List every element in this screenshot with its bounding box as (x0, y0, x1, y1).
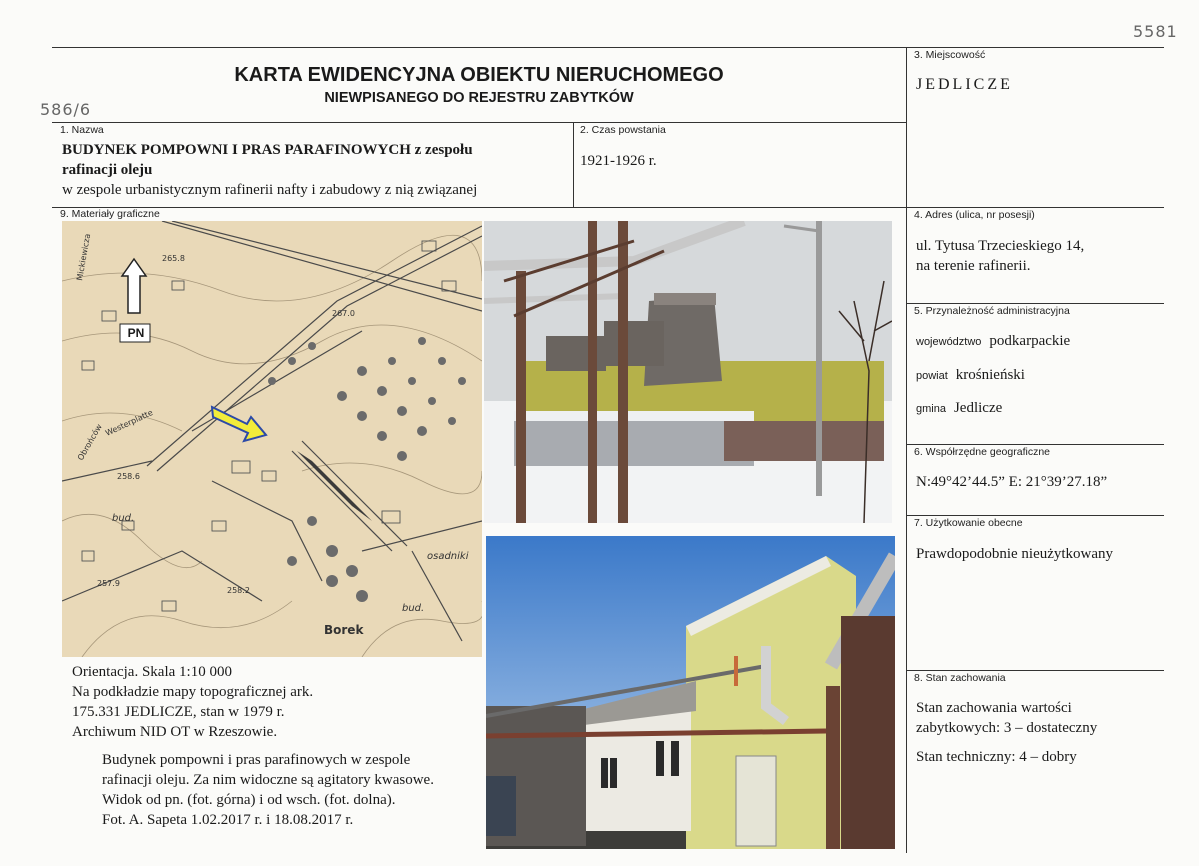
svg-text:265.8: 265.8 (162, 254, 185, 263)
stan-label: 8. Stan zachowania (914, 672, 1006, 684)
photo-caption-line4: Fot. A. Sapeta 1.02.2017 r. i 18.08.2017 r. (102, 812, 354, 828)
wojewodztwo-value: podkarpackie (989, 333, 1071, 349)
photo-caption-line1: Budynek pompowni i pras parafinowych w zespole (102, 752, 411, 768)
handwritten-number-left: 586/6 (40, 100, 92, 119)
usage-rule (906, 670, 1164, 671)
name-date-divider (573, 122, 574, 207)
svg-text:Borek: Borek (324, 623, 364, 637)
wojewodztwo-label: województwo (916, 336, 982, 348)
adres-line2: na terenie rafinerii. (916, 258, 1031, 274)
przynaleznosc-label: 5. Przynależność administracyjna (914, 305, 1070, 317)
svg-text:osadniki: osadniki (427, 551, 469, 562)
svg-text:bud.: bud. (402, 603, 425, 614)
card-title: KARTA EWIDENCYJNA OBIEKTU NIERUCHOMEGO (234, 64, 724, 86)
gmina-row (916, 399, 1002, 418)
photo-east-view (486, 536, 895, 849)
miejscowosc-label: 3. Miejscowość (914, 49, 986, 61)
materialy-label: 9. Materiały graficzne (60, 208, 160, 220)
adres-label: 4. Adres (ulica, nr posesji) (914, 209, 1035, 221)
card-subtitle: NIEWPISANEGO DO REJESTRU ZABYTKÓW (324, 90, 634, 106)
svg-text:Obrońców: Obrońców (75, 422, 104, 462)
photo-caption-line2: rafinacji oleju. Za nim widoczne są agitatory kwasowe. (102, 772, 434, 788)
column-divider (906, 47, 907, 853)
stan-line2: zabytkowych: 3 – dostateczny (916, 720, 1098, 736)
nazwa-line2: rafinacji oleju (62, 162, 153, 178)
powiat-row (916, 366, 1025, 385)
topographic-map (62, 221, 482, 657)
svg-text:257.9: 257.9 (97, 579, 120, 588)
gmina-label: gmina (916, 403, 946, 415)
czas-label: 2. Czas powstania (580, 124, 666, 136)
svg-text:Mickiewicza: Mickiewicza (75, 232, 93, 282)
svg-text:267.0: 267.0 (332, 309, 355, 318)
svg-text:258.6: 258.6 (117, 472, 140, 481)
map-caption-line1: Orientacja. Skala 1:10 000 (72, 664, 232, 680)
svg-text:Westerplatte: Westerplatte (104, 407, 155, 438)
stan-line1: Stan zachowania wartości (916, 700, 1072, 716)
stan-line3: Stan techniczny: 4 – dobry (916, 749, 1077, 765)
miejscowosc-value: JEDLICZE (916, 76, 1013, 93)
wspolrzedne-label: 6. Współrzędne geograficzne (914, 446, 1050, 458)
nazwa-line3: w zespole urbanistycznym rafinerii nafty i zabudowy z nią związanej (62, 182, 478, 198)
powiat-value: krośnieński (955, 367, 1025, 383)
svg-text:bud.: bud. (112, 513, 135, 524)
handwritten-number-top: 5581 (1133, 22, 1178, 41)
czas-value: 1921-1926 r. (580, 153, 657, 169)
adres-line1: ul. Tytusa Trzecieskiego 14, (916, 238, 1085, 254)
wspolrzedne-value: N:49°42’44.5” E: 21°39’27.18” (916, 474, 1108, 490)
address-rule (906, 303, 1164, 304)
header-rule (52, 122, 906, 123)
name-rule (52, 207, 1164, 208)
map-caption-line2: Na podkładzie mapy topograficznej ark. (72, 684, 314, 700)
photo-north-view (484, 221, 892, 523)
svg-text:258.2: 258.2 (227, 586, 250, 595)
uzytkowanie-label: 7. Użytkowanie obecne (914, 517, 1023, 529)
uzytkowanie-value: Prawdopodobnie nieużytkowany (916, 546, 1114, 562)
top-rule (52, 47, 1164, 48)
gmina-value: Jedlicze (953, 400, 1003, 416)
nazwa-label: 1. Nazwa (60, 124, 104, 136)
north-label: PN (127, 326, 145, 340)
map-caption-line3: 175.331 JEDLICZE, stan w 1979 r. (72, 704, 285, 720)
photo-caption-line3: Widok od pn. (fot. górna) i od wsch. (fot. dolna). (102, 792, 396, 808)
coords-rule (906, 515, 1164, 516)
wojewodztwo-row (916, 332, 1070, 351)
admin-rule (906, 444, 1164, 445)
powiat-label: powiat (916, 370, 948, 382)
nazwa-line1: BUDYNEK POMPOWNI I PRAS PARAFINOWYCH z zespołu (62, 142, 473, 158)
map-caption-line4: Archiwum NID OT w Rzeszowie. (72, 724, 278, 740)
